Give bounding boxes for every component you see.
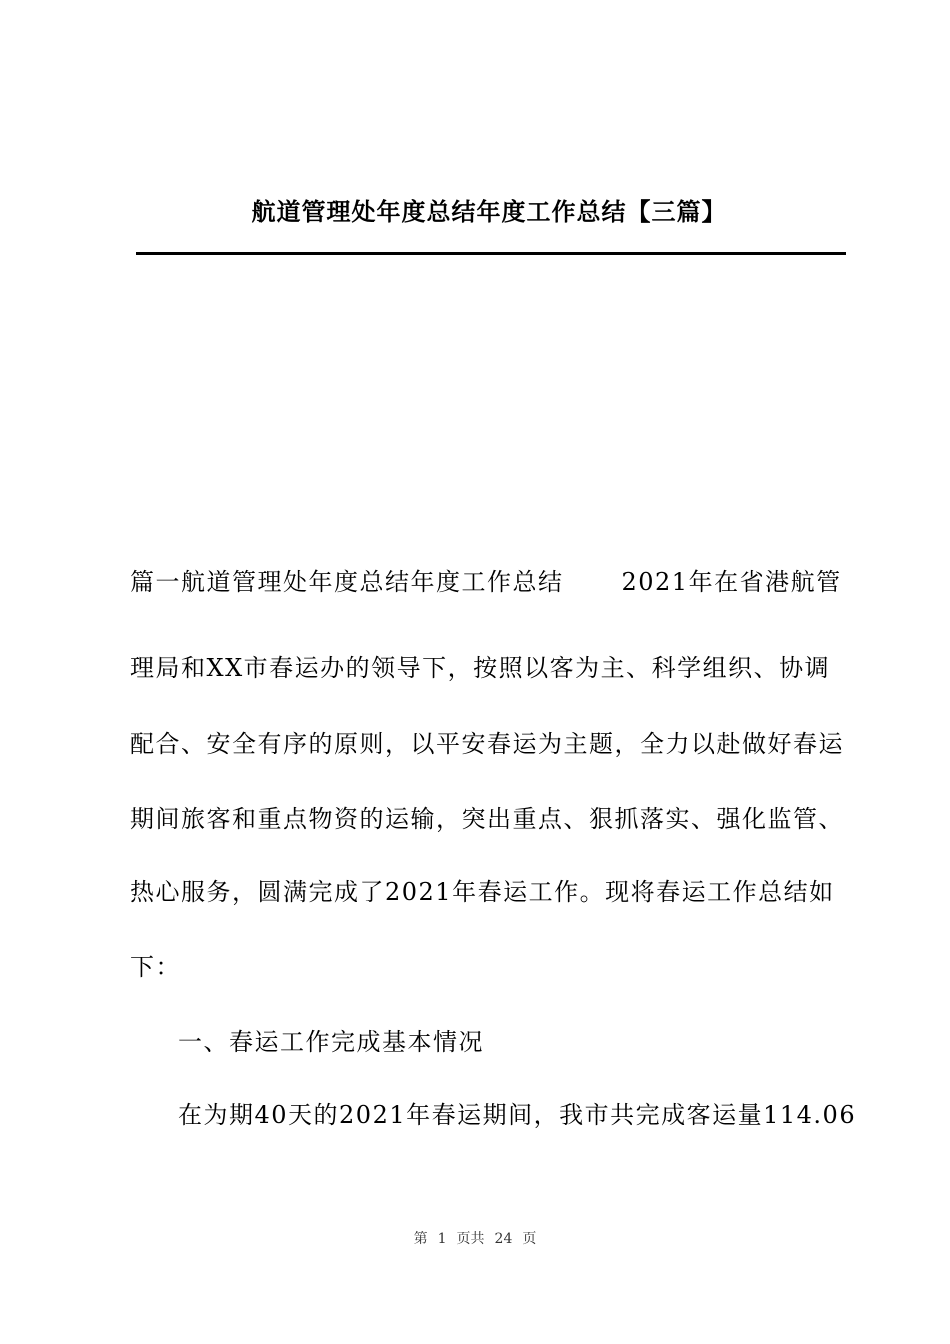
body-line: 期间旅客和重点物资的运输，突出重点、狠抓落实、强化监管、 [130, 805, 844, 833]
footer-prefix: 第 [413, 1231, 428, 1247]
section-lead: 篇一航道管理处年度总结年度工作总结 [130, 568, 564, 596]
footer-page-current: 1 [437, 1231, 447, 1247]
body-line: 配合、安全有序的原则，以平安春运为主题，全力以赴做好春运 [130, 730, 844, 758]
section-lead-tail: 2021年在省港航管 [621, 568, 842, 596]
footer-middle: 页共 [456, 1231, 485, 1247]
document-title: 航道管理处年度总结年度工作总结【三篇】 [251, 198, 727, 226]
page-footer [0, 1229, 950, 1249]
body-line: 理局和XX市春运办的领导下，按照以客为主、科学组织、协调 [130, 654, 831, 682]
footer-page-total: 24 [494, 1231, 513, 1247]
body-line: 热心服务，圆满完成了2021年春运工作。现将春运工作总结如 [130, 878, 835, 906]
body-line [130, 564, 846, 600]
body-line: 在为期40天的2021年春运期间，我市共完成客运量114.06 [178, 1101, 857, 1129]
section-heading: 一、春运工作完成基本情况 [178, 1028, 484, 1056]
title-divider [136, 252, 846, 255]
body-line: 下： [130, 953, 181, 981]
footer-suffix: 页 [522, 1231, 537, 1247]
